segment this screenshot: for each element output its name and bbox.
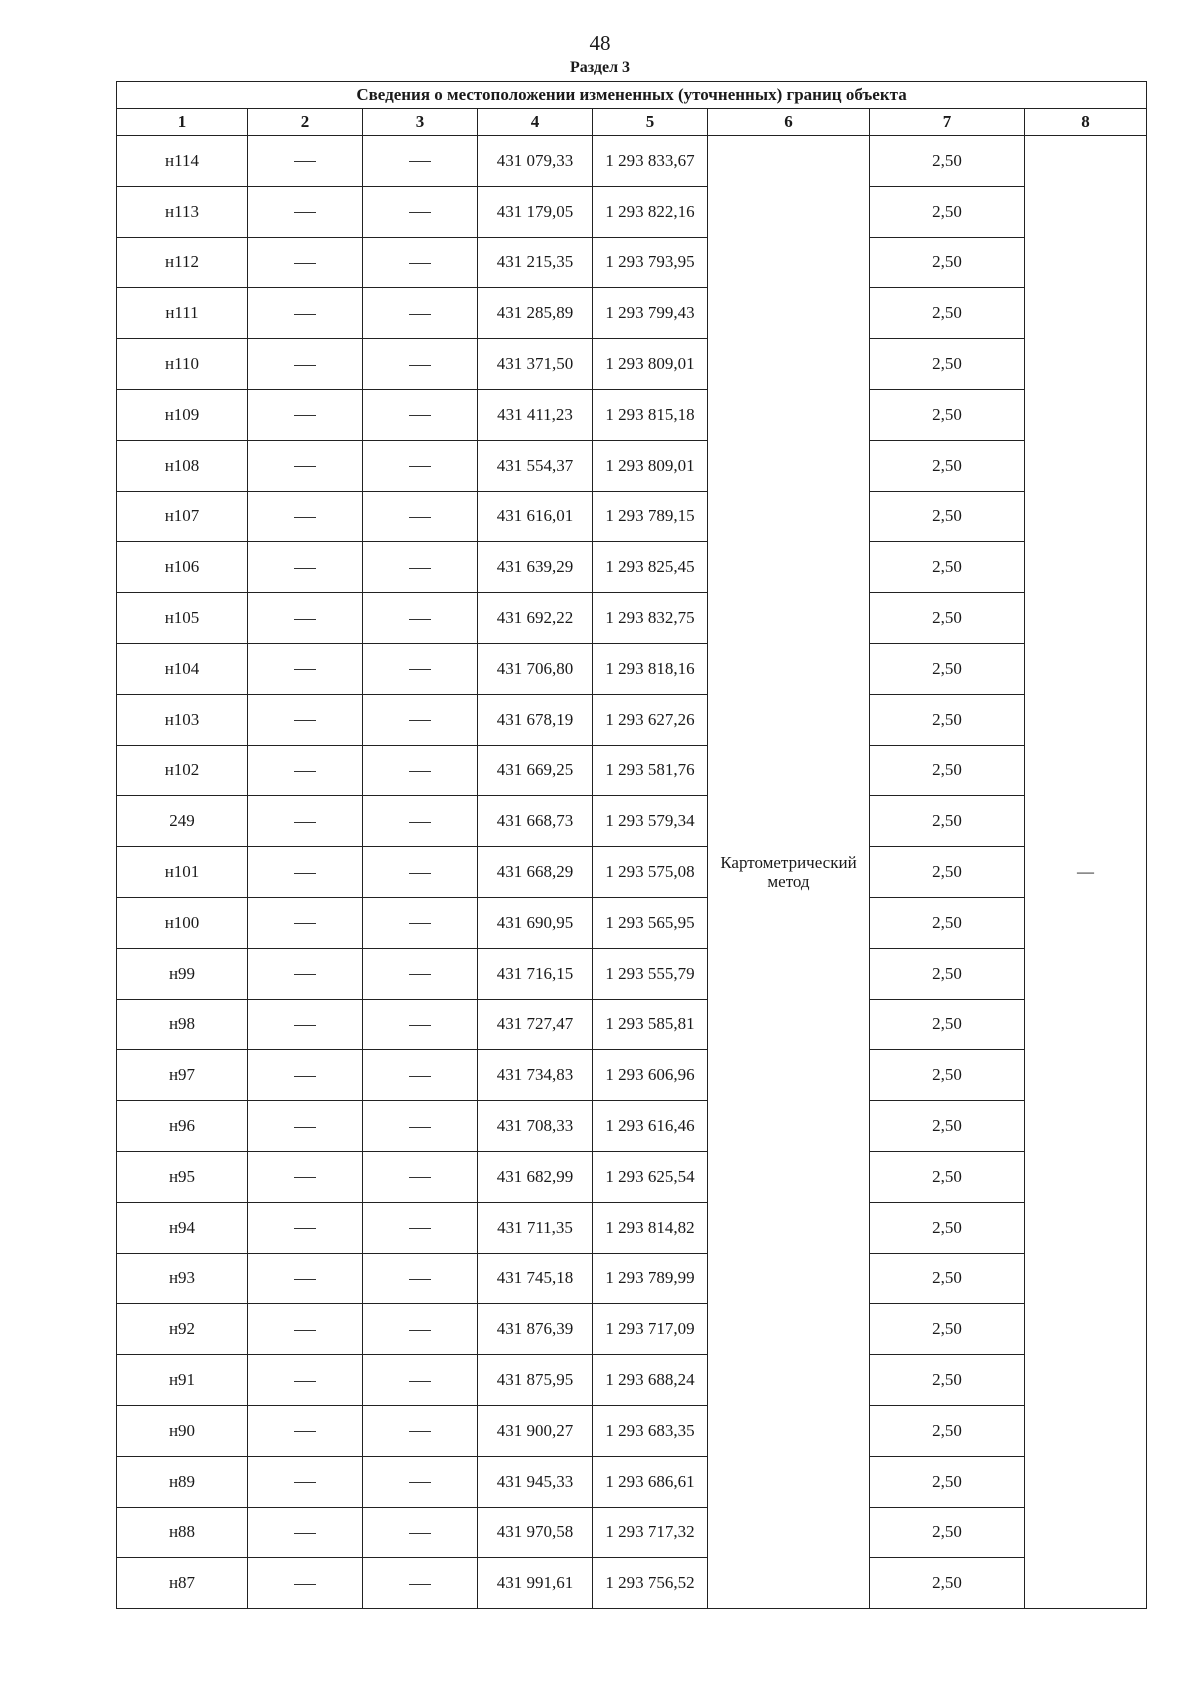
coord-y-cell: 1 293 616,46 — [593, 1101, 708, 1152]
dash-mark — [409, 1533, 431, 1534]
dash-mark — [409, 669, 431, 670]
col3-empty-cell — [363, 1253, 478, 1304]
coord-x-cell: 431 285,89 — [478, 288, 593, 339]
coord-y-cell: 1 293 585,81 — [593, 999, 708, 1050]
dash-mark — [294, 263, 316, 264]
coord-x-cell: 431 678,19 — [478, 694, 593, 745]
table-row — [117, 237, 1147, 288]
coord-x-cell: 431 179,05 — [478, 186, 593, 237]
col2-empty-cell — [248, 491, 363, 542]
coord-y-cell: 1 293 799,43 — [593, 288, 708, 339]
point-name-cell: н100 — [117, 897, 248, 948]
coord-x-cell: 431 991,61 — [478, 1558, 593, 1609]
table-row — [117, 1558, 1147, 1609]
col3-empty-cell — [363, 186, 478, 237]
coord-y-cell: 1 293 793,95 — [593, 237, 708, 288]
col3-empty-cell — [363, 542, 478, 593]
col2-empty-cell — [248, 186, 363, 237]
coord-x-cell: 431 669,25 — [478, 745, 593, 796]
col2-empty-cell — [248, 136, 363, 187]
accuracy-cell: 2,50 — [870, 694, 1025, 745]
point-name-cell: н107 — [117, 491, 248, 542]
accuracy-cell: 2,50 — [870, 1050, 1025, 1101]
coord-x-cell: 431 371,50 — [478, 339, 593, 390]
coord-y-cell: 1 293 688,24 — [593, 1355, 708, 1406]
coord-x-cell: 431 690,95 — [478, 897, 593, 948]
point-name-cell: н88 — [117, 1507, 248, 1558]
dash-mark — [294, 466, 316, 467]
coord-x-cell: 431 734,83 — [478, 1050, 593, 1101]
dash-mark — [294, 212, 316, 213]
coord-x-cell: 431 554,37 — [478, 440, 593, 491]
dash-mark — [409, 517, 431, 518]
coord-y-cell: 1 293 717,09 — [593, 1304, 708, 1355]
dash-mark — [294, 1330, 316, 1331]
note-cell: — — [1025, 136, 1147, 1609]
coord-x-cell: 431 692,22 — [478, 593, 593, 644]
dash-mark — [409, 1177, 431, 1178]
dash-mark — [294, 1025, 316, 1026]
method-cell: Картометрический метод — [708, 136, 870, 1609]
col2-empty-cell — [248, 389, 363, 440]
dash-mark — [294, 517, 316, 518]
col3-empty-cell — [363, 440, 478, 491]
column-number-row — [117, 109, 1147, 136]
col2-empty-cell — [248, 288, 363, 339]
coord-y-cell: 1 293 606,96 — [593, 1050, 708, 1101]
table-row — [117, 643, 1147, 694]
table-row — [117, 136, 1147, 187]
dash-mark — [294, 619, 316, 620]
accuracy-cell: 2,50 — [870, 1151, 1025, 1202]
dash-mark — [294, 314, 316, 315]
col2-empty-cell — [248, 1456, 363, 1507]
accuracy-cell: 2,50 — [870, 237, 1025, 288]
table-row — [117, 847, 1147, 898]
table-row — [117, 389, 1147, 440]
table-row — [117, 1456, 1147, 1507]
col3-empty-cell — [363, 1101, 478, 1152]
coord-y-cell: 1 293 832,75 — [593, 593, 708, 644]
coord-x-cell: 431 616,01 — [478, 491, 593, 542]
table-body — [117, 136, 1147, 1609]
col3-empty-cell — [363, 796, 478, 847]
dash-mark — [294, 568, 316, 569]
col3-empty-cell — [363, 643, 478, 694]
coord-y-cell: 1 293 809,01 — [593, 440, 708, 491]
point-name-cell: н90 — [117, 1405, 248, 1456]
table-row — [117, 897, 1147, 948]
coord-x-cell: 431 668,29 — [478, 847, 593, 898]
table-row — [117, 1202, 1147, 1253]
coord-x-cell: 431 727,47 — [478, 999, 593, 1050]
table-row — [117, 339, 1147, 390]
dash-mark — [409, 1076, 431, 1077]
dash-mark — [294, 365, 316, 366]
col2-empty-cell — [248, 643, 363, 694]
point-name-cell: н89 — [117, 1456, 248, 1507]
dash-mark — [409, 1127, 431, 1128]
col3-empty-cell — [363, 694, 478, 745]
dash-mark — [409, 1381, 431, 1382]
table-row — [117, 1151, 1147, 1202]
column-number: 4 — [478, 109, 593, 136]
col3-empty-cell — [363, 1507, 478, 1558]
dash-mark — [409, 1228, 431, 1229]
table-row — [117, 593, 1147, 644]
coord-y-cell: 1 293 756,52 — [593, 1558, 708, 1609]
accuracy-cell: 2,50 — [870, 999, 1025, 1050]
dash-mark — [409, 974, 431, 975]
dash-mark — [294, 771, 316, 772]
coord-y-cell: 1 293 789,15 — [593, 491, 708, 542]
accuracy-cell: 2,50 — [870, 339, 1025, 390]
col3-empty-cell — [363, 1304, 478, 1355]
coord-y-cell: 1 293 565,95 — [593, 897, 708, 948]
point-name-cell: н104 — [117, 643, 248, 694]
dash-mark — [409, 1330, 431, 1331]
point-name-cell: н93 — [117, 1253, 248, 1304]
coord-x-cell: 431 716,15 — [478, 948, 593, 999]
column-number: 1 — [117, 109, 248, 136]
table-row — [117, 694, 1147, 745]
point-name-cell: н113 — [117, 186, 248, 237]
coord-x-cell: 431 708,33 — [478, 1101, 593, 1152]
dash-mark — [409, 314, 431, 315]
coord-y-cell: 1 293 579,34 — [593, 796, 708, 847]
col3-empty-cell — [363, 389, 478, 440]
col3-empty-cell — [363, 1405, 478, 1456]
col3-empty-cell — [363, 339, 478, 390]
dash-mark — [294, 923, 316, 924]
accuracy-cell: 2,50 — [870, 1456, 1025, 1507]
accuracy-cell: 2,50 — [870, 593, 1025, 644]
col3-empty-cell — [363, 491, 478, 542]
accuracy-cell: 2,50 — [870, 847, 1025, 898]
dash-mark — [294, 974, 316, 975]
dash-mark — [409, 1431, 431, 1432]
column-number: 7 — [870, 109, 1025, 136]
col3-empty-cell — [363, 237, 478, 288]
dash-mark — [409, 1279, 431, 1280]
table-row — [117, 1050, 1147, 1101]
col3-empty-cell — [363, 948, 478, 999]
dash-mark — [409, 923, 431, 924]
col2-empty-cell — [248, 1304, 363, 1355]
page-number: 48 — [589, 31, 611, 55]
col2-empty-cell — [248, 796, 363, 847]
col2-empty-cell — [248, 1405, 363, 1456]
coord-x-cell: 431 668,73 — [478, 796, 593, 847]
coord-y-cell: 1 293 809,01 — [593, 339, 708, 390]
table-row — [117, 948, 1147, 999]
col2-empty-cell — [248, 847, 363, 898]
col3-empty-cell — [363, 1050, 478, 1101]
accuracy-cell: 2,50 — [870, 796, 1025, 847]
point-name-cell: н98 — [117, 999, 248, 1050]
table-row — [117, 1101, 1147, 1152]
col2-empty-cell — [248, 542, 363, 593]
col2-empty-cell — [248, 1253, 363, 1304]
dash-mark — [409, 365, 431, 366]
col3-empty-cell — [363, 288, 478, 339]
dash-mark — [409, 873, 431, 874]
accuracy-cell: 2,50 — [870, 745, 1025, 796]
coord-y-cell: 1 293 575,08 — [593, 847, 708, 898]
point-name-cell: н114 — [117, 136, 248, 187]
point-name-cell: н96 — [117, 1101, 248, 1152]
dash-mark — [409, 466, 431, 467]
col3-empty-cell — [363, 897, 478, 948]
col3-empty-cell — [363, 745, 478, 796]
coord-x-cell: 431 945,33 — [478, 1456, 593, 1507]
point-name-cell: н106 — [117, 542, 248, 593]
table-row — [117, 1507, 1147, 1558]
dash-mark — [409, 1584, 431, 1585]
column-number: 8 — [1025, 109, 1147, 136]
coord-x-cell: 431 711,35 — [478, 1202, 593, 1253]
col2-empty-cell — [248, 1355, 363, 1406]
table-row — [117, 440, 1147, 491]
accuracy-cell: 2,50 — [870, 1355, 1025, 1406]
point-name-cell: н94 — [117, 1202, 248, 1253]
table-row — [117, 186, 1147, 237]
table-row — [117, 288, 1147, 339]
coord-y-cell: 1 293 627,26 — [593, 694, 708, 745]
dash-mark — [294, 720, 316, 721]
col2-empty-cell — [248, 694, 363, 745]
dash-mark — [294, 1482, 316, 1483]
col2-empty-cell — [248, 1558, 363, 1609]
column-number: 3 — [363, 109, 478, 136]
coord-x-cell: 431 876,39 — [478, 1304, 593, 1355]
col2-empty-cell — [248, 593, 363, 644]
coord-x-cell: 431 706,80 — [478, 643, 593, 694]
point-name-cell: н87 — [117, 1558, 248, 1609]
dash-mark — [294, 1177, 316, 1178]
accuracy-cell: 2,50 — [870, 1101, 1025, 1152]
accuracy-cell: 2,50 — [870, 1507, 1025, 1558]
coord-y-cell: 1 293 822,16 — [593, 186, 708, 237]
col2-empty-cell — [248, 745, 363, 796]
dash-mark — [294, 1584, 316, 1585]
coord-y-cell: 1 293 818,16 — [593, 643, 708, 694]
table-row — [117, 1304, 1147, 1355]
point-name-cell: 249 — [117, 796, 248, 847]
accuracy-cell: 2,50 — [870, 389, 1025, 440]
col2-empty-cell — [248, 1050, 363, 1101]
accuracy-cell: 2,50 — [870, 136, 1025, 187]
accuracy-cell: 2,50 — [870, 1253, 1025, 1304]
dash-mark — [409, 771, 431, 772]
dash-mark — [409, 568, 431, 569]
dash-mark — [294, 1431, 316, 1432]
accuracy-cell: 2,50 — [870, 1304, 1025, 1355]
coord-x-cell: 431 970,58 — [478, 1507, 593, 1558]
col2-empty-cell — [248, 440, 363, 491]
coord-x-cell: 431 639,29 — [478, 542, 593, 593]
column-number: 2 — [248, 109, 363, 136]
point-name-cell: н101 — [117, 847, 248, 898]
col3-empty-cell — [363, 1355, 478, 1406]
col2-empty-cell — [248, 948, 363, 999]
coord-y-cell: 1 293 815,18 — [593, 389, 708, 440]
coord-x-cell: 431 745,18 — [478, 1253, 593, 1304]
accuracy-cell: 2,50 — [870, 491, 1025, 542]
dash-mark — [294, 161, 316, 162]
coord-y-cell: 1 293 814,82 — [593, 1202, 708, 1253]
dash-mark — [409, 822, 431, 823]
dash-mark — [294, 1076, 316, 1077]
accuracy-cell: 2,50 — [870, 1558, 1025, 1609]
point-name-cell: н95 — [117, 1151, 248, 1202]
point-name-cell: н111 — [117, 288, 248, 339]
point-name-cell: н108 — [117, 440, 248, 491]
accuracy-cell: 2,50 — [870, 288, 1025, 339]
dash-mark — [409, 161, 431, 162]
dash-mark — [294, 1533, 316, 1534]
dash-mark — [409, 1482, 431, 1483]
point-name-cell: н110 — [117, 339, 248, 390]
coord-x-cell: 431 215,35 — [478, 237, 593, 288]
coord-x-cell: 431 079,33 — [478, 136, 593, 187]
table-row — [117, 1405, 1147, 1456]
coord-x-cell: 431 682,99 — [478, 1151, 593, 1202]
dash-mark — [294, 873, 316, 874]
table-row — [117, 542, 1147, 593]
point-name-cell: н102 — [117, 745, 248, 796]
col2-empty-cell — [248, 897, 363, 948]
accuracy-cell: 2,50 — [870, 897, 1025, 948]
dash-mark — [409, 415, 431, 416]
point-name-cell: н99 — [117, 948, 248, 999]
point-name-cell: н97 — [117, 1050, 248, 1101]
col3-empty-cell — [363, 999, 478, 1050]
dash-mark — [409, 1025, 431, 1026]
boundary-coordinates-table — [116, 81, 1147, 1609]
coord-y-cell: 1 293 717,32 — [593, 1507, 708, 1558]
column-number: 6 — [708, 109, 870, 136]
accuracy-cell: 2,50 — [870, 643, 1025, 694]
col3-empty-cell — [363, 136, 478, 187]
coord-y-cell: 1 293 686,61 — [593, 1456, 708, 1507]
table-row — [117, 1253, 1147, 1304]
table-row — [117, 796, 1147, 847]
accuracy-cell: 2,50 — [870, 1405, 1025, 1456]
point-name-cell: н92 — [117, 1304, 248, 1355]
col2-empty-cell — [248, 1101, 363, 1152]
table-row — [117, 1355, 1147, 1406]
dash-mark — [294, 822, 316, 823]
col3-empty-cell — [363, 1558, 478, 1609]
dash-mark — [409, 263, 431, 264]
col2-empty-cell — [248, 999, 363, 1050]
col2-empty-cell — [248, 1202, 363, 1253]
coord-y-cell: 1 293 789,99 — [593, 1253, 708, 1304]
col3-empty-cell — [363, 1151, 478, 1202]
col2-empty-cell — [248, 237, 363, 288]
table-row — [117, 491, 1147, 542]
section-title: Раздел 3 — [569, 59, 631, 76]
accuracy-cell: 2,50 — [870, 948, 1025, 999]
col3-empty-cell — [363, 1456, 478, 1507]
point-name-cell: н103 — [117, 694, 248, 745]
table-caption: Сведения о местоположении измененных (уточненных) границ объекта — [117, 82, 1147, 109]
dash-mark — [294, 1381, 316, 1382]
col3-empty-cell — [363, 593, 478, 644]
coord-y-cell: 1 293 833,67 — [593, 136, 708, 187]
coord-y-cell: 1 293 555,79 — [593, 948, 708, 999]
point-name-cell: н112 — [117, 237, 248, 288]
dash-mark — [294, 1228, 316, 1229]
accuracy-cell: 2,50 — [870, 542, 1025, 593]
dash-mark — [409, 212, 431, 213]
dash-mark — [294, 415, 316, 416]
col3-empty-cell — [363, 1202, 478, 1253]
coord-y-cell: 1 293 825,45 — [593, 542, 708, 593]
col3-empty-cell — [363, 847, 478, 898]
dash-mark — [409, 720, 431, 721]
coord-y-cell: 1 293 683,35 — [593, 1405, 708, 1456]
col2-empty-cell — [248, 1507, 363, 1558]
coord-x-cell: 431 411,23 — [478, 389, 593, 440]
table-row — [117, 999, 1147, 1050]
coord-y-cell: 1 293 625,54 — [593, 1151, 708, 1202]
col2-empty-cell — [248, 339, 363, 390]
dash-mark — [294, 669, 316, 670]
table-row — [117, 745, 1147, 796]
dash-mark — [409, 619, 431, 620]
dash-mark — [294, 1127, 316, 1128]
point-name-cell: н91 — [117, 1355, 248, 1406]
col2-empty-cell — [248, 1151, 363, 1202]
accuracy-cell: 2,50 — [870, 440, 1025, 491]
accuracy-cell: 2,50 — [870, 1202, 1025, 1253]
coord-y-cell: 1 293 581,76 — [593, 745, 708, 796]
point-name-cell: н105 — [117, 593, 248, 644]
coord-x-cell: 431 875,95 — [478, 1355, 593, 1406]
accuracy-cell: 2,50 — [870, 186, 1025, 237]
point-name-cell: н109 — [117, 389, 248, 440]
dash-mark — [294, 1279, 316, 1280]
coord-x-cell: 431 900,27 — [478, 1405, 593, 1456]
column-number: 5 — [593, 109, 708, 136]
